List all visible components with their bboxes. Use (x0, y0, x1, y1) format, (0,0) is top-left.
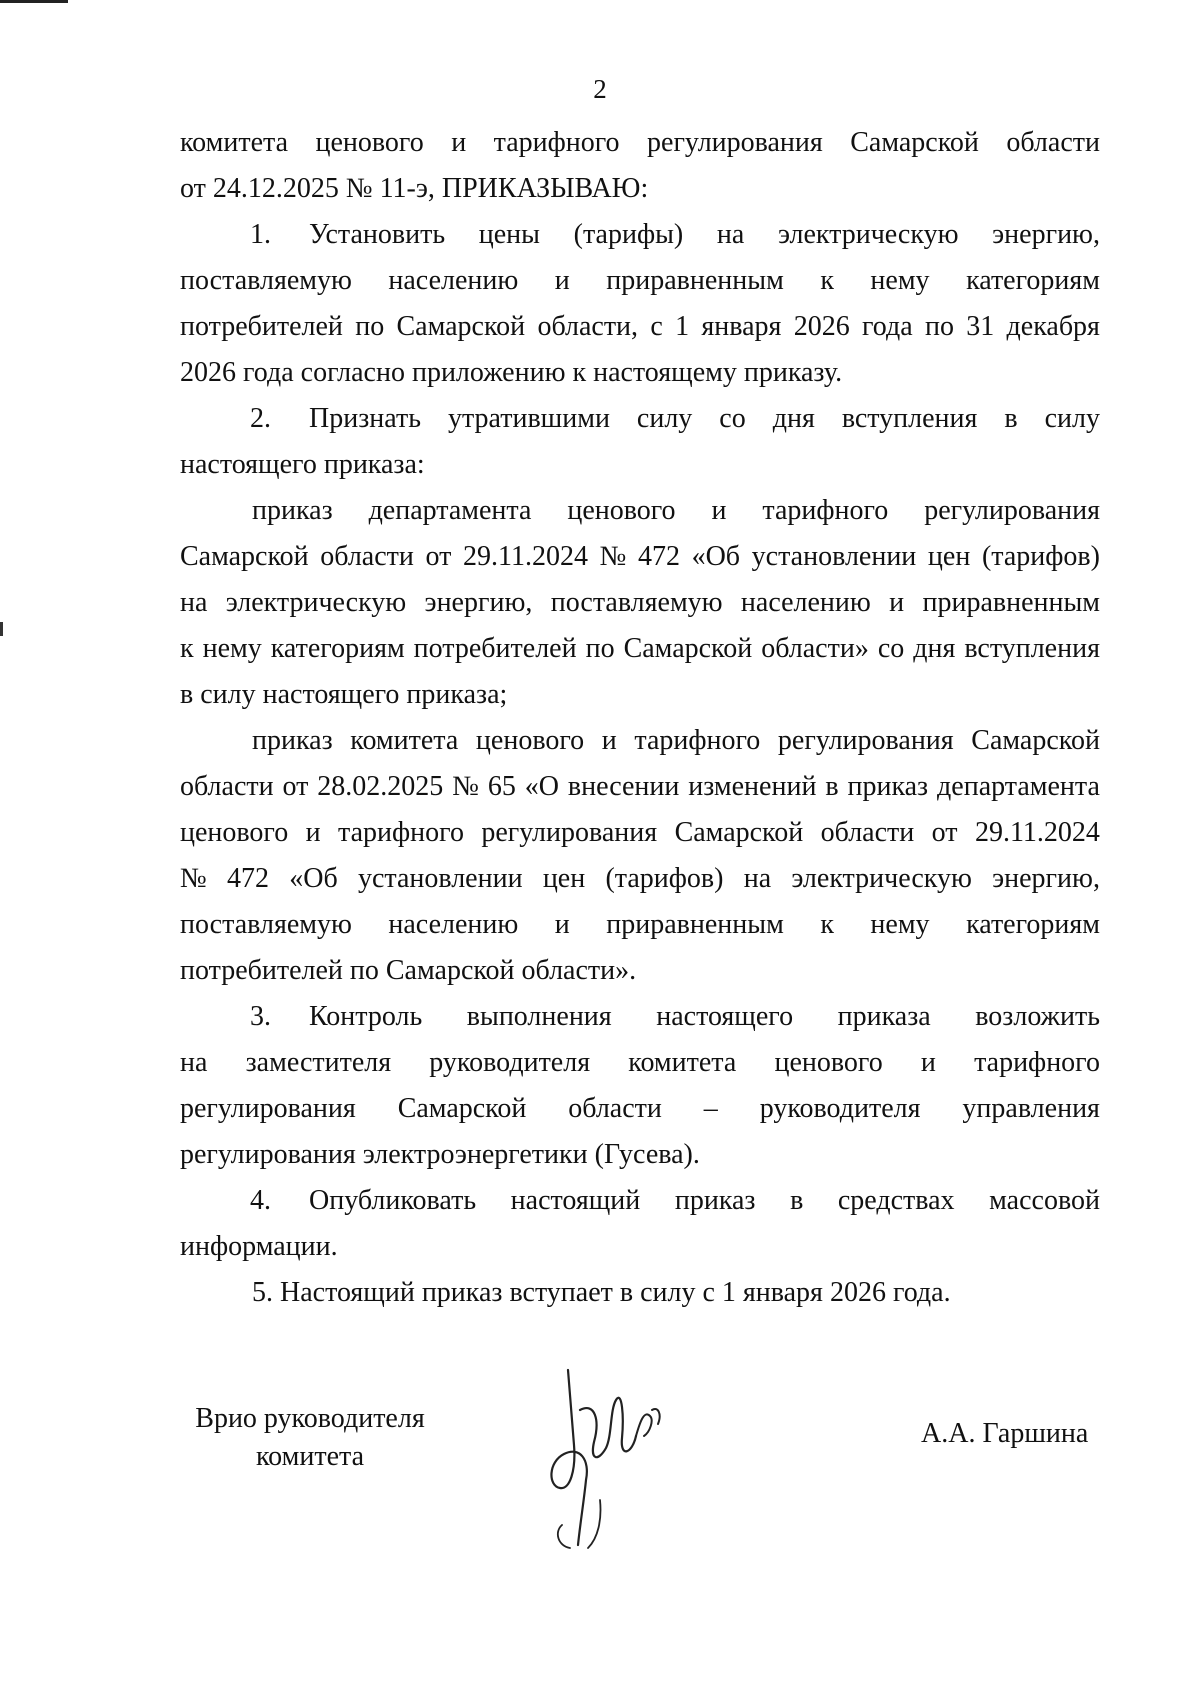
word: тарифного (634, 725, 761, 756)
word: комитета (350, 725, 459, 756)
handwritten-signature (540, 1350, 670, 1550)
word: электрическую (778, 219, 959, 250)
signatory-name: А.А. Гаршина (921, 1418, 1089, 1449)
word: приравненным (922, 587, 1100, 618)
justified-line (180, 626, 1100, 672)
word: заместителя (245, 1047, 392, 1078)
word: средствах (837, 1185, 955, 1216)
word: (тарифов) (605, 863, 724, 894)
word: и (554, 909, 570, 940)
signature-stroke (580, 1398, 636, 1457)
word: января (701, 311, 782, 342)
word: тарифного (762, 495, 889, 526)
word: Контроль (309, 1001, 423, 1032)
signatory-title-line: комитета (255, 1441, 365, 1472)
word: по (924, 311, 954, 342)
line-text: от 24.12.2025 № 11-э, ПРИКАЗЫВАЮ: (180, 173, 649, 204)
word: ценового (180, 817, 289, 848)
word: ценового (567, 495, 676, 526)
word: и (920, 1047, 936, 1078)
word: руководителя (429, 1047, 591, 1078)
word: и (889, 587, 905, 618)
justified-line (180, 856, 1100, 902)
word: 1 (675, 311, 690, 342)
word: управления (962, 1093, 1100, 1124)
text-line (180, 810, 1100, 856)
word: ценового (475, 725, 585, 756)
word: области (568, 1093, 662, 1124)
word: области, (537, 311, 639, 342)
text-line (180, 1132, 1100, 1178)
word: к (820, 265, 834, 296)
scan-edge-mark (0, 0, 68, 3)
line-text: регулирования электроэнергетики (Гусева). (180, 1139, 700, 1170)
justified-line (180, 534, 1100, 580)
text-line (180, 166, 1100, 212)
text-line (180, 1270, 1100, 1316)
word: и (451, 127, 467, 158)
item-number: 4. (250, 1185, 271, 1216)
text-line (180, 856, 1100, 902)
word: 2026 (793, 311, 850, 342)
page-number: 2 (593, 74, 607, 104)
word: нему (870, 265, 930, 296)
word: приказ (847, 771, 929, 802)
word: утратившими (447, 403, 610, 434)
text-line (180, 948, 1100, 994)
word: цен (542, 863, 586, 894)
justified-line (252, 718, 1100, 764)
word: регулирования (180, 1093, 356, 1124)
word: «О (524, 771, 559, 802)
word: «Об (289, 863, 338, 894)
line-text: 5. Настоящий приказ вступает в силу с 1 января 2026 года. (252, 1277, 951, 1308)
word: поставляемую (180, 265, 352, 296)
text-line (180, 580, 1100, 626)
justified-line (180, 902, 1100, 948)
word: – (703, 1093, 718, 1124)
word: установлении (357, 863, 523, 894)
text-line (180, 304, 1100, 350)
signatory-title (180, 1400, 440, 1476)
word: на (743, 863, 772, 894)
word: и (711, 495, 727, 526)
word: цен (927, 541, 971, 572)
item-number: 2. (250, 403, 271, 434)
word: в (825, 771, 839, 802)
text-line (180, 626, 1100, 672)
text-line (180, 120, 1100, 166)
word: Самарской (674, 817, 804, 848)
item-number: 1. (250, 219, 271, 250)
word: в (790, 1185, 804, 1216)
word: к (180, 633, 194, 664)
word: силу (1044, 403, 1100, 434)
word: электрическую (791, 863, 972, 894)
text-line (180, 212, 1100, 258)
word: (тарифы) (573, 219, 684, 250)
word: 31 (966, 311, 995, 342)
line-text: настоящего приказа: (180, 449, 425, 480)
word: в (1004, 403, 1018, 434)
word: и (554, 265, 570, 296)
word: приравненным (606, 265, 784, 296)
word: и (601, 725, 617, 756)
word: Признать (309, 403, 421, 434)
justified-line (180, 304, 1100, 350)
word: нему (870, 909, 930, 940)
word: от (282, 771, 309, 802)
word: энергию, (424, 587, 533, 618)
word: по (585, 633, 615, 664)
justified-line (180, 1040, 1100, 1086)
word: Опубликовать (309, 1185, 477, 1216)
word: области (320, 541, 414, 572)
word: регулирования (481, 817, 658, 848)
word: области (1006, 127, 1100, 158)
word: 29.11.2024 (463, 541, 588, 572)
line-text: информации. (180, 1231, 338, 1262)
word: регулирования (924, 495, 1100, 526)
word: возложить (975, 1001, 1100, 1032)
word: силу (636, 403, 693, 434)
text-line (180, 672, 1100, 718)
word: № (180, 863, 207, 894)
word: департамента (368, 495, 532, 526)
word: Установить (309, 219, 446, 250)
word: № (599, 541, 627, 572)
word: регулирования (777, 725, 954, 756)
text-line (180, 1224, 1100, 1270)
word: департамента (937, 771, 1100, 802)
word: Самарской (623, 633, 753, 664)
signatory-title-line: Врио руководителя (195, 1403, 425, 1434)
signature-stroke (551, 1370, 586, 1545)
justified-line (180, 580, 1100, 626)
word: ценового (774, 1047, 883, 1078)
word: 29.11.2024 (974, 817, 1100, 848)
line-text: 2026 года согласно приложению к настоящему приказу. (180, 357, 843, 388)
word: 65 (487, 771, 516, 802)
word: со (877, 633, 905, 664)
word: Самарской (397, 1093, 527, 1124)
word: приказ (252, 495, 333, 526)
word: ценового (315, 127, 424, 158)
word: комитета (628, 1047, 737, 1078)
word: приказ (674, 1185, 756, 1216)
word: регулирования (647, 127, 823, 158)
text-line (180, 764, 1100, 810)
word: настоящий (510, 1185, 641, 1216)
justified-line (180, 120, 1100, 166)
word: тарифного (974, 1047, 1100, 1078)
signature-stroke (636, 1409, 660, 1436)
text-line (180, 902, 1100, 948)
word: Самарской (396, 311, 526, 342)
word: года (862, 311, 913, 342)
word: 472 (637, 541, 680, 572)
word: от (931, 817, 958, 848)
justified-line (180, 810, 1100, 856)
justified-line (180, 258, 1100, 304)
word: тарифного (338, 817, 464, 848)
word: энергию, (992, 863, 1100, 894)
word: Самарской (971, 725, 1100, 756)
word: (тарифов) (981, 541, 1100, 572)
word: Самарской (850, 127, 979, 158)
word: комитета (180, 127, 289, 158)
word: приравненным (606, 909, 784, 940)
word: «Об (691, 541, 741, 572)
word: по (355, 311, 385, 342)
justified-line (309, 994, 1100, 1040)
word: населению (388, 265, 519, 296)
word: потребителей (413, 633, 577, 664)
text-line (180, 442, 1100, 488)
word: тарифного (493, 127, 620, 158)
word: со (719, 403, 746, 434)
word: нему (202, 633, 262, 664)
word: населению (388, 909, 519, 940)
word: декабря (1006, 311, 1100, 342)
word: электрическую (225, 587, 407, 618)
word: категориям (270, 633, 405, 664)
word: области (180, 771, 274, 802)
text-line (180, 488, 1100, 534)
word: энергию, (992, 219, 1100, 250)
word: изменений (688, 771, 817, 802)
word: на (180, 1047, 208, 1078)
text-line (180, 718, 1100, 764)
text-line (180, 1086, 1100, 1132)
item-number: 3. (250, 1001, 271, 1032)
word: внесении (567, 771, 680, 802)
word: от (425, 541, 452, 572)
line-text: в силу настоящего приказа; (180, 679, 508, 710)
word: области (820, 817, 915, 848)
text-line (180, 396, 1100, 442)
word: массовой (989, 1185, 1100, 1216)
justified-line (180, 1086, 1100, 1132)
word: 472 (226, 863, 269, 894)
text-line (180, 1040, 1100, 1086)
document-body (180, 120, 1100, 1316)
word: № (452, 771, 479, 802)
word: установлении (751, 541, 917, 572)
word: с (650, 311, 663, 342)
text-line (180, 994, 1100, 1040)
word: категориям (966, 909, 1100, 940)
word: на (180, 587, 208, 618)
word: Самарской (180, 541, 309, 572)
text-line (180, 1178, 1100, 1224)
justified-line (309, 1178, 1100, 1224)
text-line (180, 534, 1100, 580)
word: дня (913, 633, 956, 664)
text-line (180, 258, 1100, 304)
word: категориям (966, 265, 1100, 296)
justified-line (309, 212, 1100, 258)
word: области» (761, 633, 869, 664)
word: вступления (841, 403, 978, 434)
justified-line (180, 764, 1100, 810)
word: поставляемую (550, 587, 723, 618)
word: руководителя (759, 1093, 921, 1124)
line-text: потребителей по Самарской области». (180, 955, 637, 986)
word: приказа (837, 1001, 931, 1032)
justified-line (252, 488, 1100, 534)
word: настоящего (656, 1001, 794, 1032)
word: выполнения (466, 1001, 612, 1032)
word: поставляемую (180, 909, 352, 940)
word: потребителей (180, 311, 343, 342)
text-line (180, 350, 1100, 396)
word: 28.02.2025 (317, 771, 444, 802)
word: населению (740, 587, 871, 618)
word: приказ (252, 725, 333, 756)
word: вступления (964, 633, 1100, 664)
word: на (716, 219, 745, 250)
word: и (305, 817, 321, 848)
scan-margin-mark (0, 622, 3, 636)
word: к (820, 909, 834, 940)
word: дня (772, 403, 815, 434)
word: цены (478, 219, 540, 250)
justified-line (309, 396, 1100, 442)
